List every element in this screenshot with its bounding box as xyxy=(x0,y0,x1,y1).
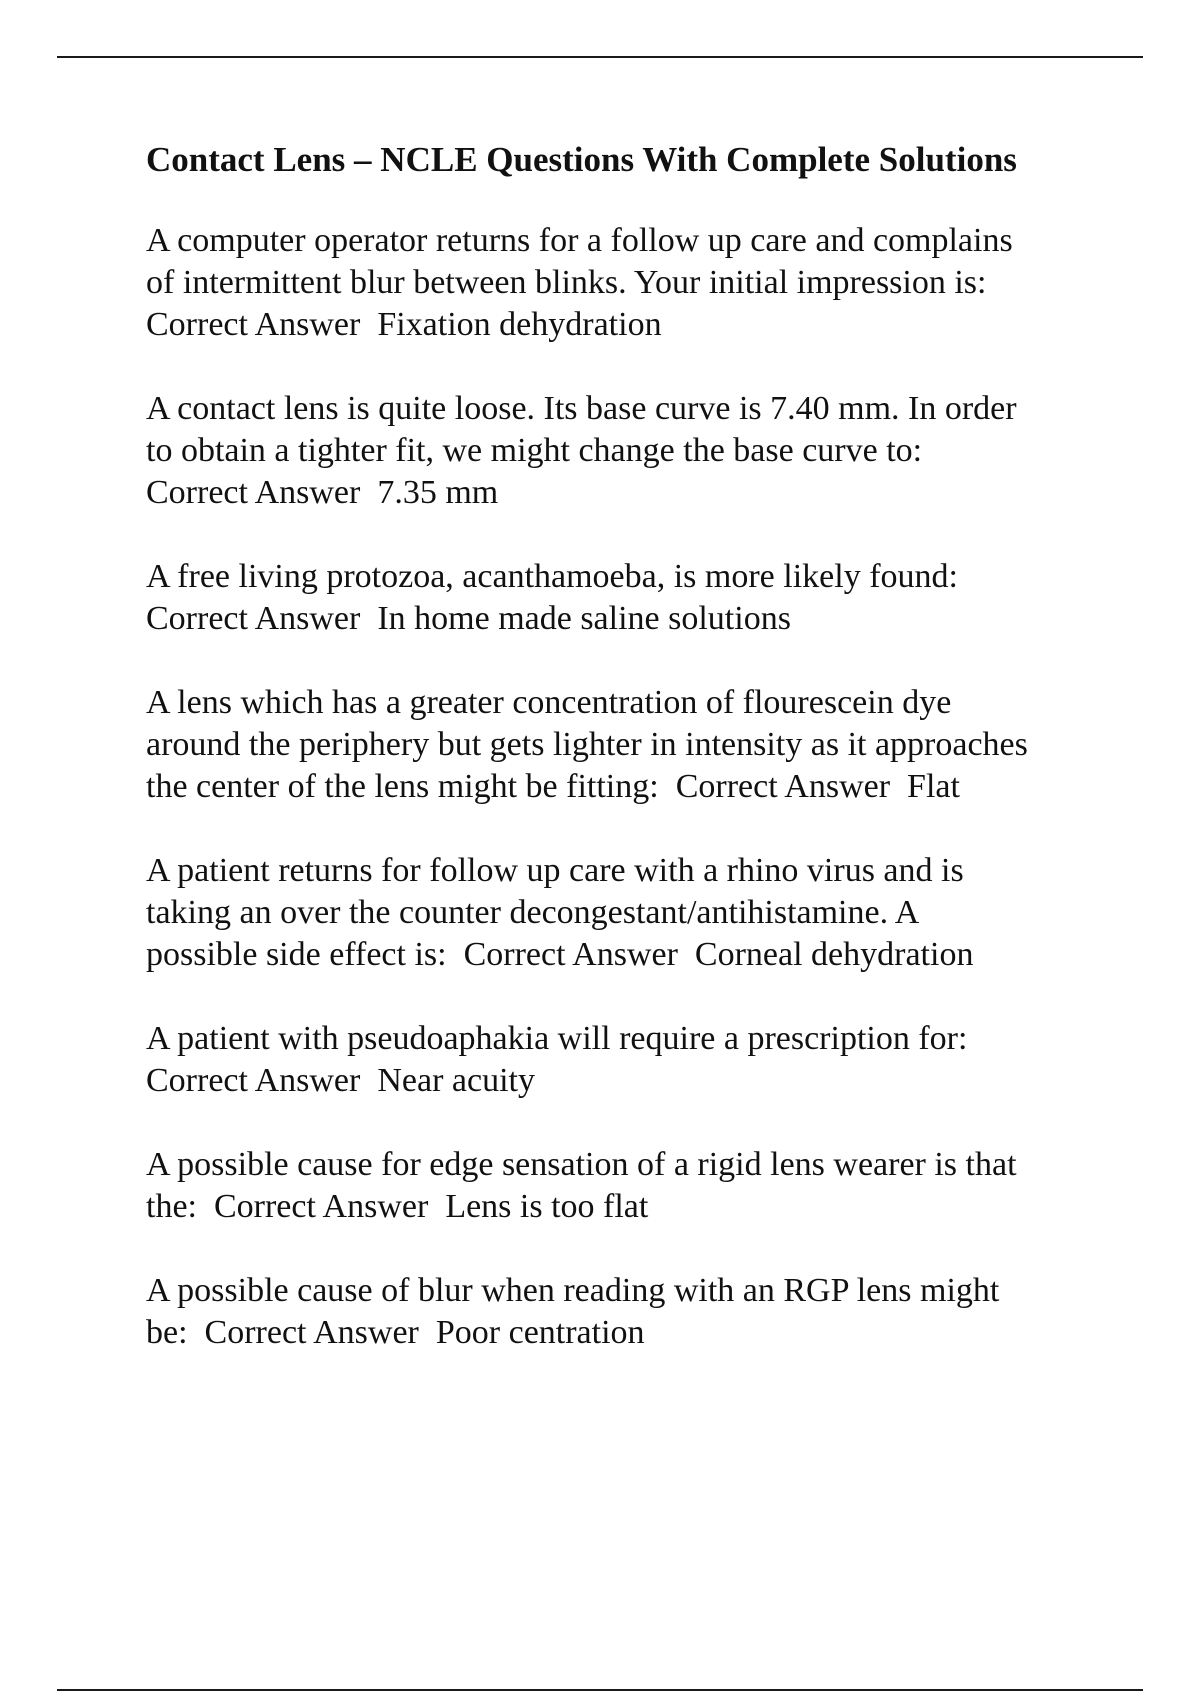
question-text: A possible cause of blur when reading with an RGP lens might be: xyxy=(146,1272,1000,1351)
answer-label: Correct Answer xyxy=(204,1314,419,1351)
answer-text: 7.35 mm xyxy=(377,474,499,511)
answer-label: Correct Answer xyxy=(146,474,361,511)
answer-text: Poor centration xyxy=(435,1314,645,1351)
footer-rule xyxy=(57,1689,1143,1691)
answer-text: Near acuity xyxy=(377,1062,535,1099)
qa-item-7 xyxy=(146,1144,1106,1228)
qa-item-4 xyxy=(146,682,1106,808)
qa-item-8 xyxy=(146,1270,1106,1354)
answer-text: Fixation dehydration xyxy=(377,306,662,343)
question-text: A patient returns for follow up care with a rhino virus and is taking an over the counter decongestant/antihistamine. A possible side effect is: xyxy=(146,852,964,973)
answer-text: Flat xyxy=(907,768,960,805)
answer-label: Correct Answer xyxy=(213,1188,429,1225)
document-body xyxy=(146,138,1106,1396)
header-rule xyxy=(57,56,1143,58)
answer-text: Lens is too flat xyxy=(445,1188,649,1225)
answer-text: Corneal dehydration xyxy=(694,936,974,973)
question-text: A lens which has a greater concentration of flourescein dye around the periphery but gets lighter in intensity as it approaches the center of the lens might be fitting: xyxy=(146,684,1028,805)
answer-text: In home made saline solutions xyxy=(377,600,791,637)
question-text: A computer operator returns for a follow up care and complains of intermittent blur between blinks. Your initial impression is: xyxy=(146,222,1013,301)
question-text: A patient with pseudoaphakia will require a prescription for: xyxy=(146,1020,968,1057)
answer-label: Correct Answer xyxy=(463,936,678,973)
qa-item-3 xyxy=(146,556,1106,640)
answer-label: Correct Answer xyxy=(146,1062,361,1099)
question-text: A possible cause for edge sensation of a rigid lens wearer is that the: xyxy=(146,1146,1017,1225)
qa-item-1 xyxy=(146,220,1106,346)
question-text: A contact lens is quite loose. Its base curve is 7.40 mm. In order to obtain a tighter fit, we might change the base curve to: xyxy=(146,390,1017,469)
qa-item-2 xyxy=(146,388,1106,514)
document-title: Contact Lens – NCLE Questions With Complete Solutions xyxy=(146,140,1017,179)
answer-label: Correct Answer xyxy=(146,306,361,343)
qa-item-6 xyxy=(146,1018,1106,1102)
qa-item-5 xyxy=(146,850,1106,976)
question-text: A free living protozoa, acanthamoeba, is more likely found: xyxy=(146,558,958,595)
answer-label: Correct Answer xyxy=(675,768,891,805)
answer-label: Correct Answer xyxy=(146,600,361,637)
